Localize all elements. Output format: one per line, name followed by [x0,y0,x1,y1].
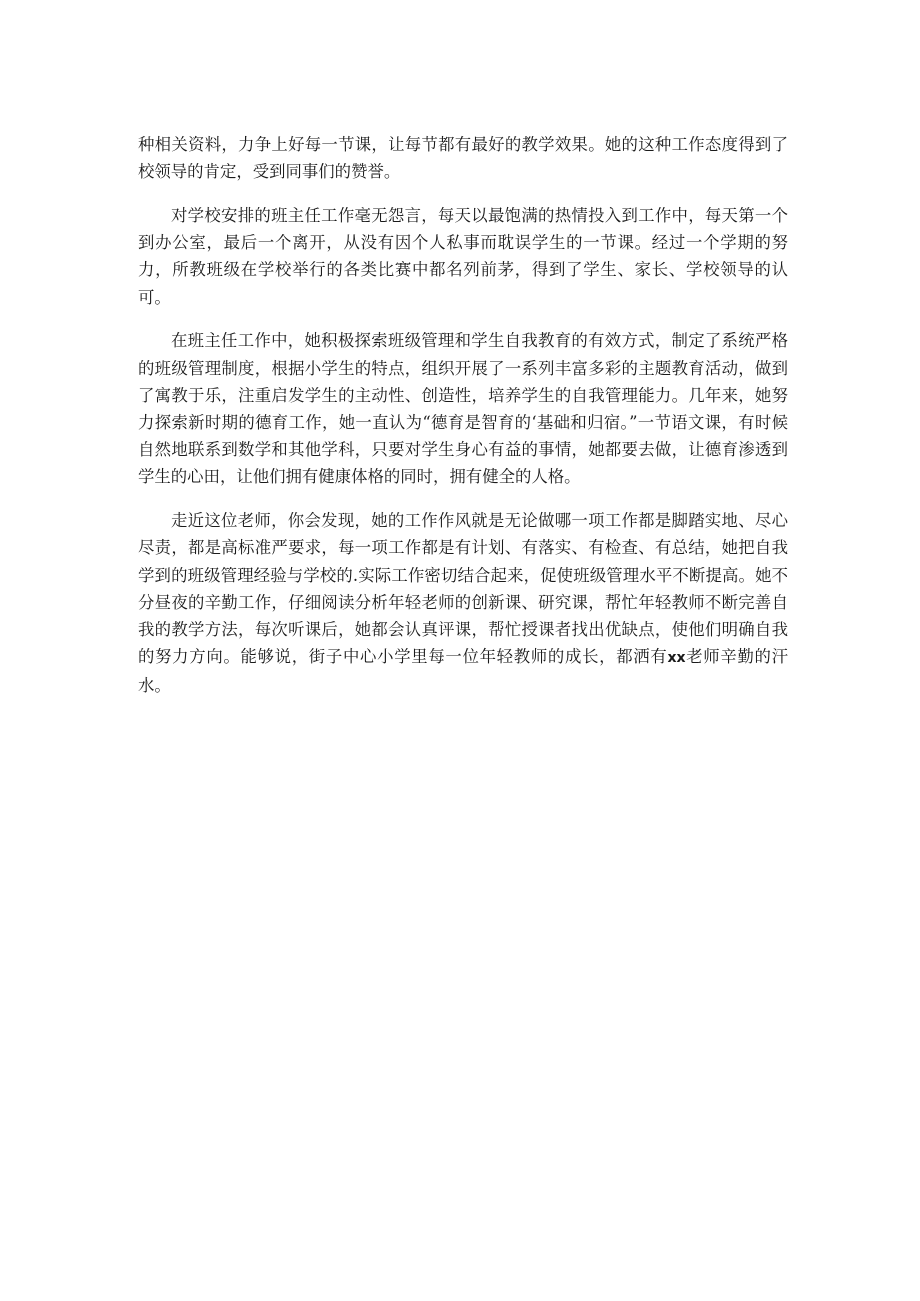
paragraph-4-text-after: 老师辛勤的汗水。 [138,647,789,696]
paragraph-2: 对学校安排的班主任工作毫无怨言，每天以最饱满的热情投入到工作中，每天第一个到办公室，最后一个离开，从没有因个人私事而耽误学生的一节课。经过一个学期的努力，所教班级在学校举行的各类比赛中都名列前茅，得到了学生、家长、学校领导的认可。 [138,206,788,307]
paragraph-3: 在班主任工作中，她积极探索班级管理和学生自我教育的有效方式，制定了系统严格的班级管理制度，根据小学生的特点，组织开展了一系列丰富多彩的主题教育活动，做到了寓教于乐，注重启发学生的主动性、创造性，培养学生的自我管理能力。几年来，她努力探索新时期的德育工作，她一直认为“德育是智育的‘基础和归宿。”一节语文课，有时候自然地联系到数学和其他学科，只要对学生身心有益的事情，她都要去做，让德育渗透到学生的心田，让他们拥有健康体格的同时，拥有健全的人格。 [138,331,788,487]
paragraph-4 [138,507,788,699]
document-body [138,131,788,700]
paragraph-1: 种相关资料，力争上好每一节课，让每节都有最好的教学效果。她的这种工作态度得到了校领导的肯定，受到同事们的赞誉。 [138,135,788,182]
teacher-name-placeholder: xx [667,650,686,667]
paragraph-4-text-before: 走近这位老师，你会发现，她的工作作风就是无论做哪一项工作都是脚踏实地、尽心尽责，都是高标准严要求，每一项工作都是有计划、有落实、有检查、有总结，她把自我学到的班级管理经验与学校的.实际工作密切结合起来，促使班级管理水平不断提高。她不分昼夜的辛勤工作，仔细阅读分析年轻老师的创新课、研究课，帮忙年轻教师不断完善自我的教学方法，每次听课后，她都会认真评课，帮忙授课者找出优缺点，使他们明确自我的努力方向。能够说，街子中心小学里每一位年轻教师的成长，都洒有 [138,511,788,667]
